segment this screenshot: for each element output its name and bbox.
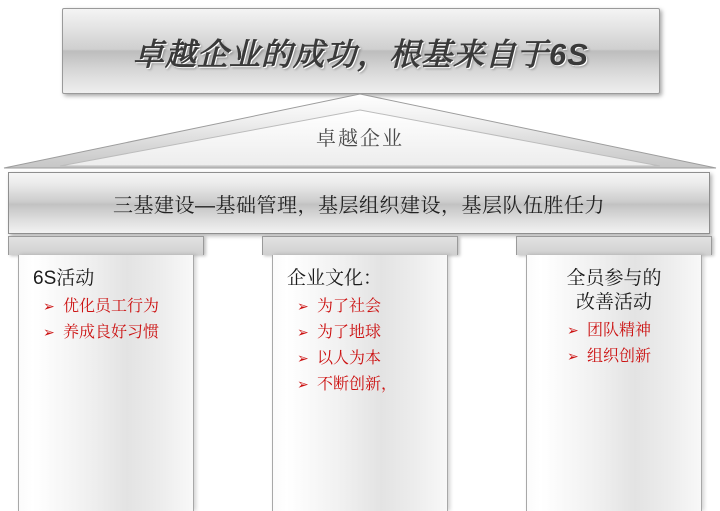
column-bullet-list [537,321,691,366]
column-body [526,255,702,511]
column-title: 6S活动 [33,268,95,289]
column-body [18,255,194,511]
arrow-bullet-icon: ➢ [43,323,55,340]
column-participation [516,236,712,510]
list-item [295,323,437,342]
roof-label: 卓越企业 [316,128,404,150]
list-item [41,323,183,342]
arrow-bullet-icon: ➢ [297,350,309,367]
arrow-bullet-icon: ➢ [567,347,579,364]
column-title [537,267,691,315]
list-item-label: 以人为本 [317,350,382,368]
architrave-text: 三基建设—基础管理，基层组织建设，基层队伍胜任力 [113,194,605,217]
list-item-label: 不断创新， [317,376,398,394]
column-capital [8,236,204,255]
list-item-label: 养成良好习惯 [63,323,160,341]
list-item-label: 团队精神 [587,321,652,339]
list-item [565,321,691,340]
architrave-band [8,172,710,234]
column-title-line-2: 改善活动 [575,291,652,313]
column-bullet-list [29,297,183,342]
list-item [565,347,691,366]
column-capital [262,236,458,255]
arrow-bullet-icon: ➢ [297,376,309,393]
list-item [295,297,437,316]
roof-pediment [0,92,720,172]
list-item [41,297,183,316]
list-item-label: 优化员工行为 [63,297,160,315]
list-item-label: 为了社会 [317,297,382,315]
list-item-label: 为了地球 [317,323,382,341]
column-capital [516,236,712,255]
arrow-bullet-icon: ➢ [297,323,309,340]
column-6s [8,236,204,510]
list-item [295,349,437,368]
column-bullet-list [283,297,437,395]
column-culture [262,236,458,510]
list-item [295,375,437,394]
column-title-line-1: 全员参与的 [566,268,662,289]
title-banner [62,8,660,94]
list-item-label: 组织创新 [587,347,652,365]
arrow-bullet-icon: ➢ [567,321,579,338]
column-body [272,255,448,511]
page-title: 卓越企业的成功，根基来自于6S [133,36,589,72]
arrow-bullet-icon: ➢ [297,297,309,314]
column-title: 企业文化： [287,268,383,289]
arrow-bullet-icon: ➢ [43,297,55,314]
